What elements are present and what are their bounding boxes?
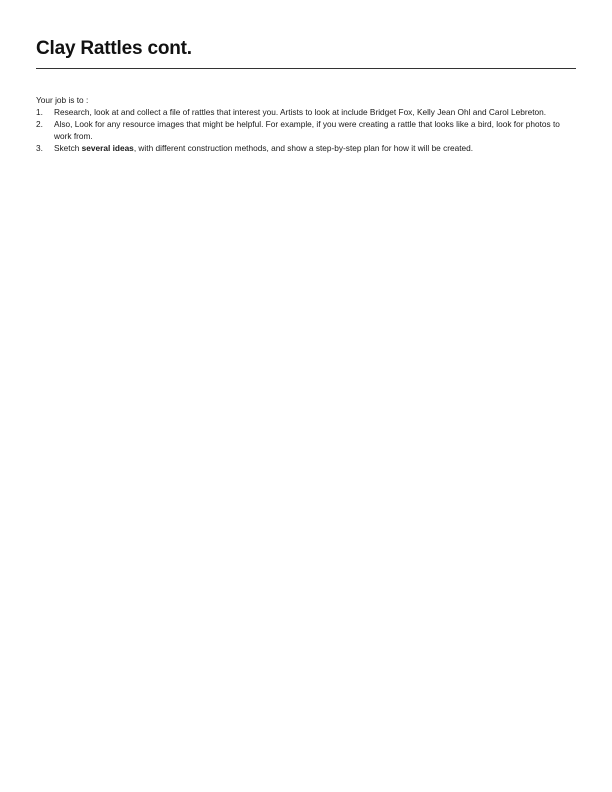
step-text-emphasis: several ideas bbox=[81, 143, 134, 154]
step-text bbox=[54, 142, 572, 154]
step-number: 3. bbox=[36, 143, 43, 154]
step-text: Also, Look for any resource images that might be helpful. For example, if you were creating a rattle that looks like a bird, look for photos to work from. bbox=[54, 119, 560, 142]
list-item bbox=[36, 118, 576, 142]
list-item bbox=[36, 106, 576, 118]
step-number: 2. bbox=[36, 119, 43, 130]
instructions-block bbox=[36, 94, 576, 154]
step-text-before: Sketch bbox=[54, 143, 82, 154]
steps-list bbox=[36, 106, 576, 154]
step-text: Research, look at and collect a file of rattles that interest you. Artists to look at include Bridget Fox, Kelly Jean Ohl and Carol Lebreton. bbox=[54, 107, 547, 118]
list-item bbox=[36, 142, 576, 154]
page-title: Clay Rattles cont. bbox=[36, 38, 192, 59]
step-text-after: , with different construction methods, and show a step-by-step plan for how it will be created. bbox=[133, 143, 474, 154]
instructions-intro: Your job is to : bbox=[36, 95, 89, 105]
title-divider bbox=[36, 68, 576, 69]
step-number: 1. bbox=[36, 107, 43, 118]
